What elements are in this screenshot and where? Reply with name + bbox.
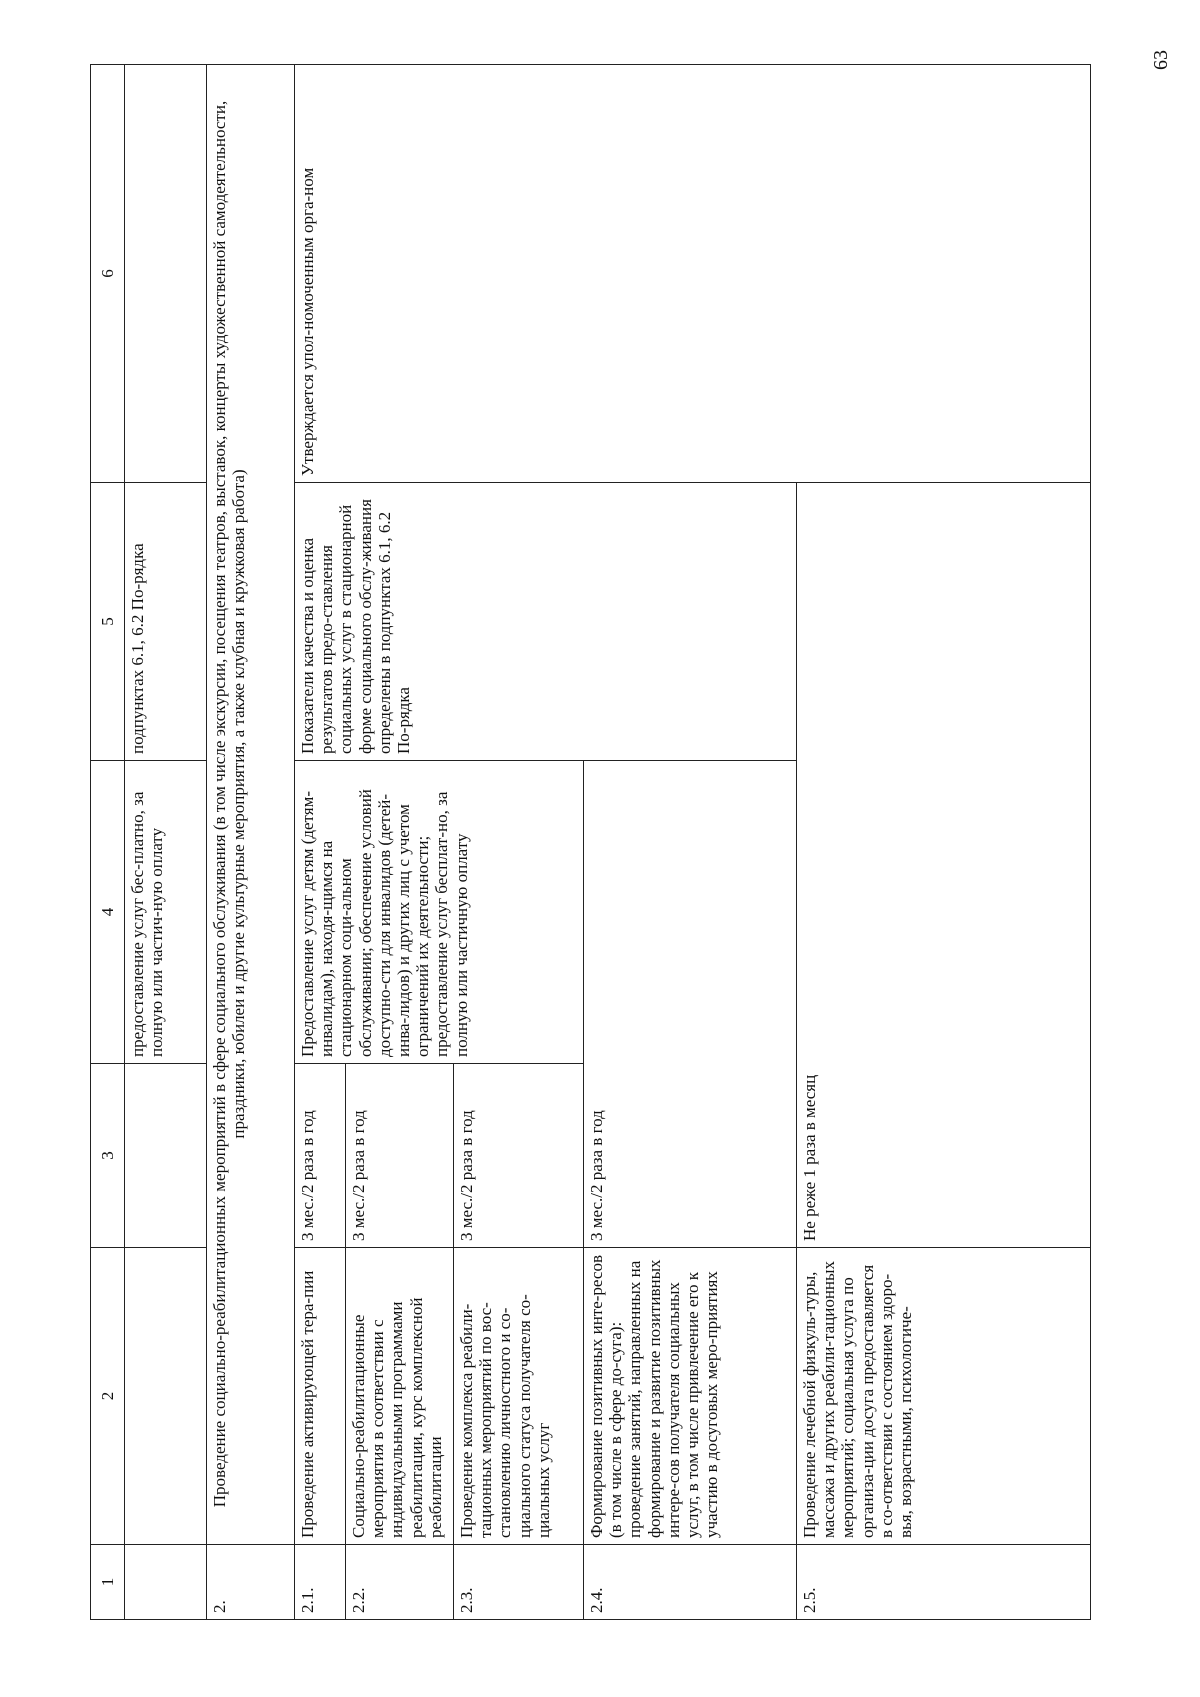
- merged-approval: Утверждается упол-номоченным орга-ном: [295, 65, 1091, 483]
- service-period: 3 мес./2 раза в год: [346, 1064, 454, 1248]
- row-number: 2.4.: [584, 1545, 797, 1620]
- merged-quality: Показатели качества и оценка результатов предо-ставления социальных услуг в стационарной форме социального обслу-живания определены в подпунктах 6.1, 6.2 По-рядка: [295, 483, 797, 761]
- section-row: [207, 65, 295, 1620]
- section-title: Проведение социально-реабилитационных мероприятий в сфере социального обслуживания (в том числе экскурсии, посещения театров, выставок, концерты художественной самодеятельности, праздники, юбилеи и другие культурные мероприятия, а также клубная и кружковая работа): [207, 65, 295, 1545]
- service-name: Формирование позитивных инте-ресов (в том числе в сфере до-суга): проведение занятий, направленных на формирование и развитие позитивных интере-сов получателя социальных услуг, в том числе привлечение его к участию в досуговых меро-приятиях: [584, 1248, 797, 1545]
- section-number: 2.: [207, 1545, 295, 1620]
- service-period: Не реже 1 раза в месяц: [797, 483, 1091, 1248]
- col-number-6: 6: [91, 65, 125, 483]
- merged-conditions: Предоставление услуг детям (детям-инвалидам), находя-щимся на стационарном соци-альном обслуживании; обеспечение условий доступно-сти для инвалидов (детей-инва-лидов) и других лиц с учетом ограничений их деятельности; предоставление услуг бесплат-но, за полную или частичную оплату: [295, 761, 584, 1064]
- service-name: Проведение комплекса реабили-тационных мероприятий по вос-становлению личностного и со-циального статуса получателя со-циальных услуг: [454, 1248, 584, 1545]
- continuation-row: [125, 65, 207, 1620]
- cont-col3: [125, 1064, 207, 1248]
- col-number-4: 4: [91, 761, 125, 1064]
- column-number-row: [91, 65, 125, 1620]
- row-number: 2.1.: [295, 1545, 346, 1620]
- cont-col2: [125, 1248, 207, 1545]
- service-name: Проведение лечебной физкуль-туры, массажа и других реабили-тационных мероприятий; социальная услуга по организа-ции досуга предоставляется в со-ответствии с состоянием здоро-вья, возрастными, психологиче-: [797, 1248, 1091, 1545]
- cont-col1: [125, 1545, 207, 1620]
- col-number-2: 2: [91, 1248, 125, 1545]
- cont-col4: предоставление услуг бес-платно, за полную или частич-ную оплату: [125, 761, 207, 1064]
- rotated-page-content: [90, 65, 1090, 1620]
- row-number: 2.3.: [454, 1545, 584, 1620]
- cont-col5: подпунктах 6.1, 6.2 По-рядка: [125, 483, 207, 761]
- service-name: Проведение активирующей тера-пии: [295, 1248, 346, 1545]
- col-number-3: 3: [91, 1064, 125, 1248]
- table-row: [295, 65, 346, 1620]
- cont-col6: [125, 65, 207, 483]
- row-number: 2.5.: [797, 1545, 1091, 1620]
- col-number-1: 1: [91, 1545, 125, 1620]
- service-period: 3 мес./2 раза в год: [454, 1064, 584, 1248]
- row-number: 2.2.: [346, 1545, 454, 1620]
- col-number-5: 5: [91, 483, 125, 761]
- service-period: 3 мес./2 раза в год: [584, 761, 797, 1248]
- service-name: Социально-реабилитационные мероприятия в соответствии с индивидуальными программами реабилитации, курс комплексной реабилитации: [346, 1248, 454, 1545]
- services-table: [90, 64, 1091, 1620]
- service-period: 3 мес./2 раза в год: [295, 1064, 346, 1248]
- page-number: 63: [1150, 50, 1172, 70]
